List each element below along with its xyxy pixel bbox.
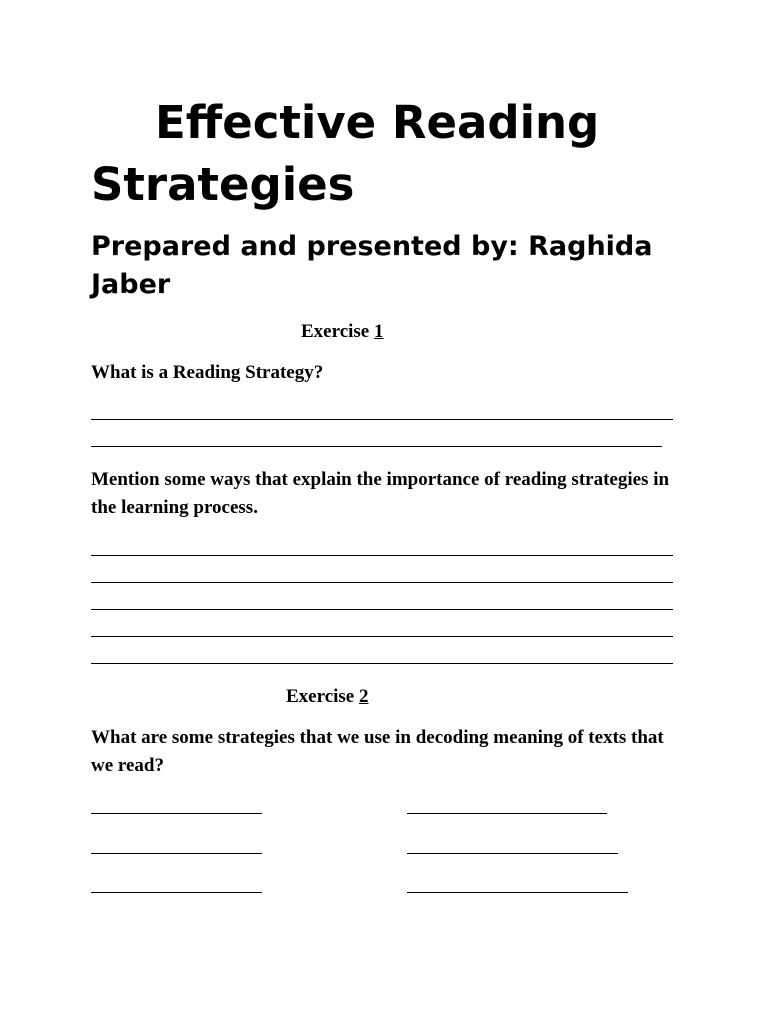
exercise-1-heading (301, 320, 384, 344)
exercise-2-number: 2 (359, 686, 369, 707)
answer-line[interactable] (91, 419, 673, 420)
answer-line[interactable] (91, 446, 662, 447)
answer-line-left[interactable] (91, 892, 262, 893)
answer-line-left[interactable] (91, 813, 262, 814)
exercise-2-question: What are some strategies that we use in decoding meaning of texts that we read? (91, 727, 664, 776)
document-subtitle: Prepared and presented by: Raghida Jaber (91, 231, 653, 300)
document-title: Effective Reading Strategies (91, 96, 600, 211)
exercise-1-question-2: Mention some ways that explain the importance of reading strategies in the learning process. (91, 469, 670, 518)
exercise-1-label: Exercise (301, 321, 374, 342)
exercise-2-heading (286, 685, 369, 709)
answer-line[interactable] (91, 555, 673, 556)
answer-line-right[interactable] (407, 853, 618, 854)
exercise-2-label: Exercise (286, 686, 359, 707)
answer-line[interactable] (91, 663, 673, 664)
answer-line-left[interactable] (91, 853, 262, 854)
answer-line[interactable] (91, 609, 673, 610)
exercise-1-question-1: What is a Reading Strategy? (91, 362, 324, 383)
answer-line[interactable] (91, 582, 673, 583)
exercise-1-number: 1 (374, 321, 384, 342)
answer-line[interactable] (91, 636, 673, 637)
answer-line-right[interactable] (407, 813, 607, 814)
answer-line-right[interactable] (407, 892, 628, 893)
